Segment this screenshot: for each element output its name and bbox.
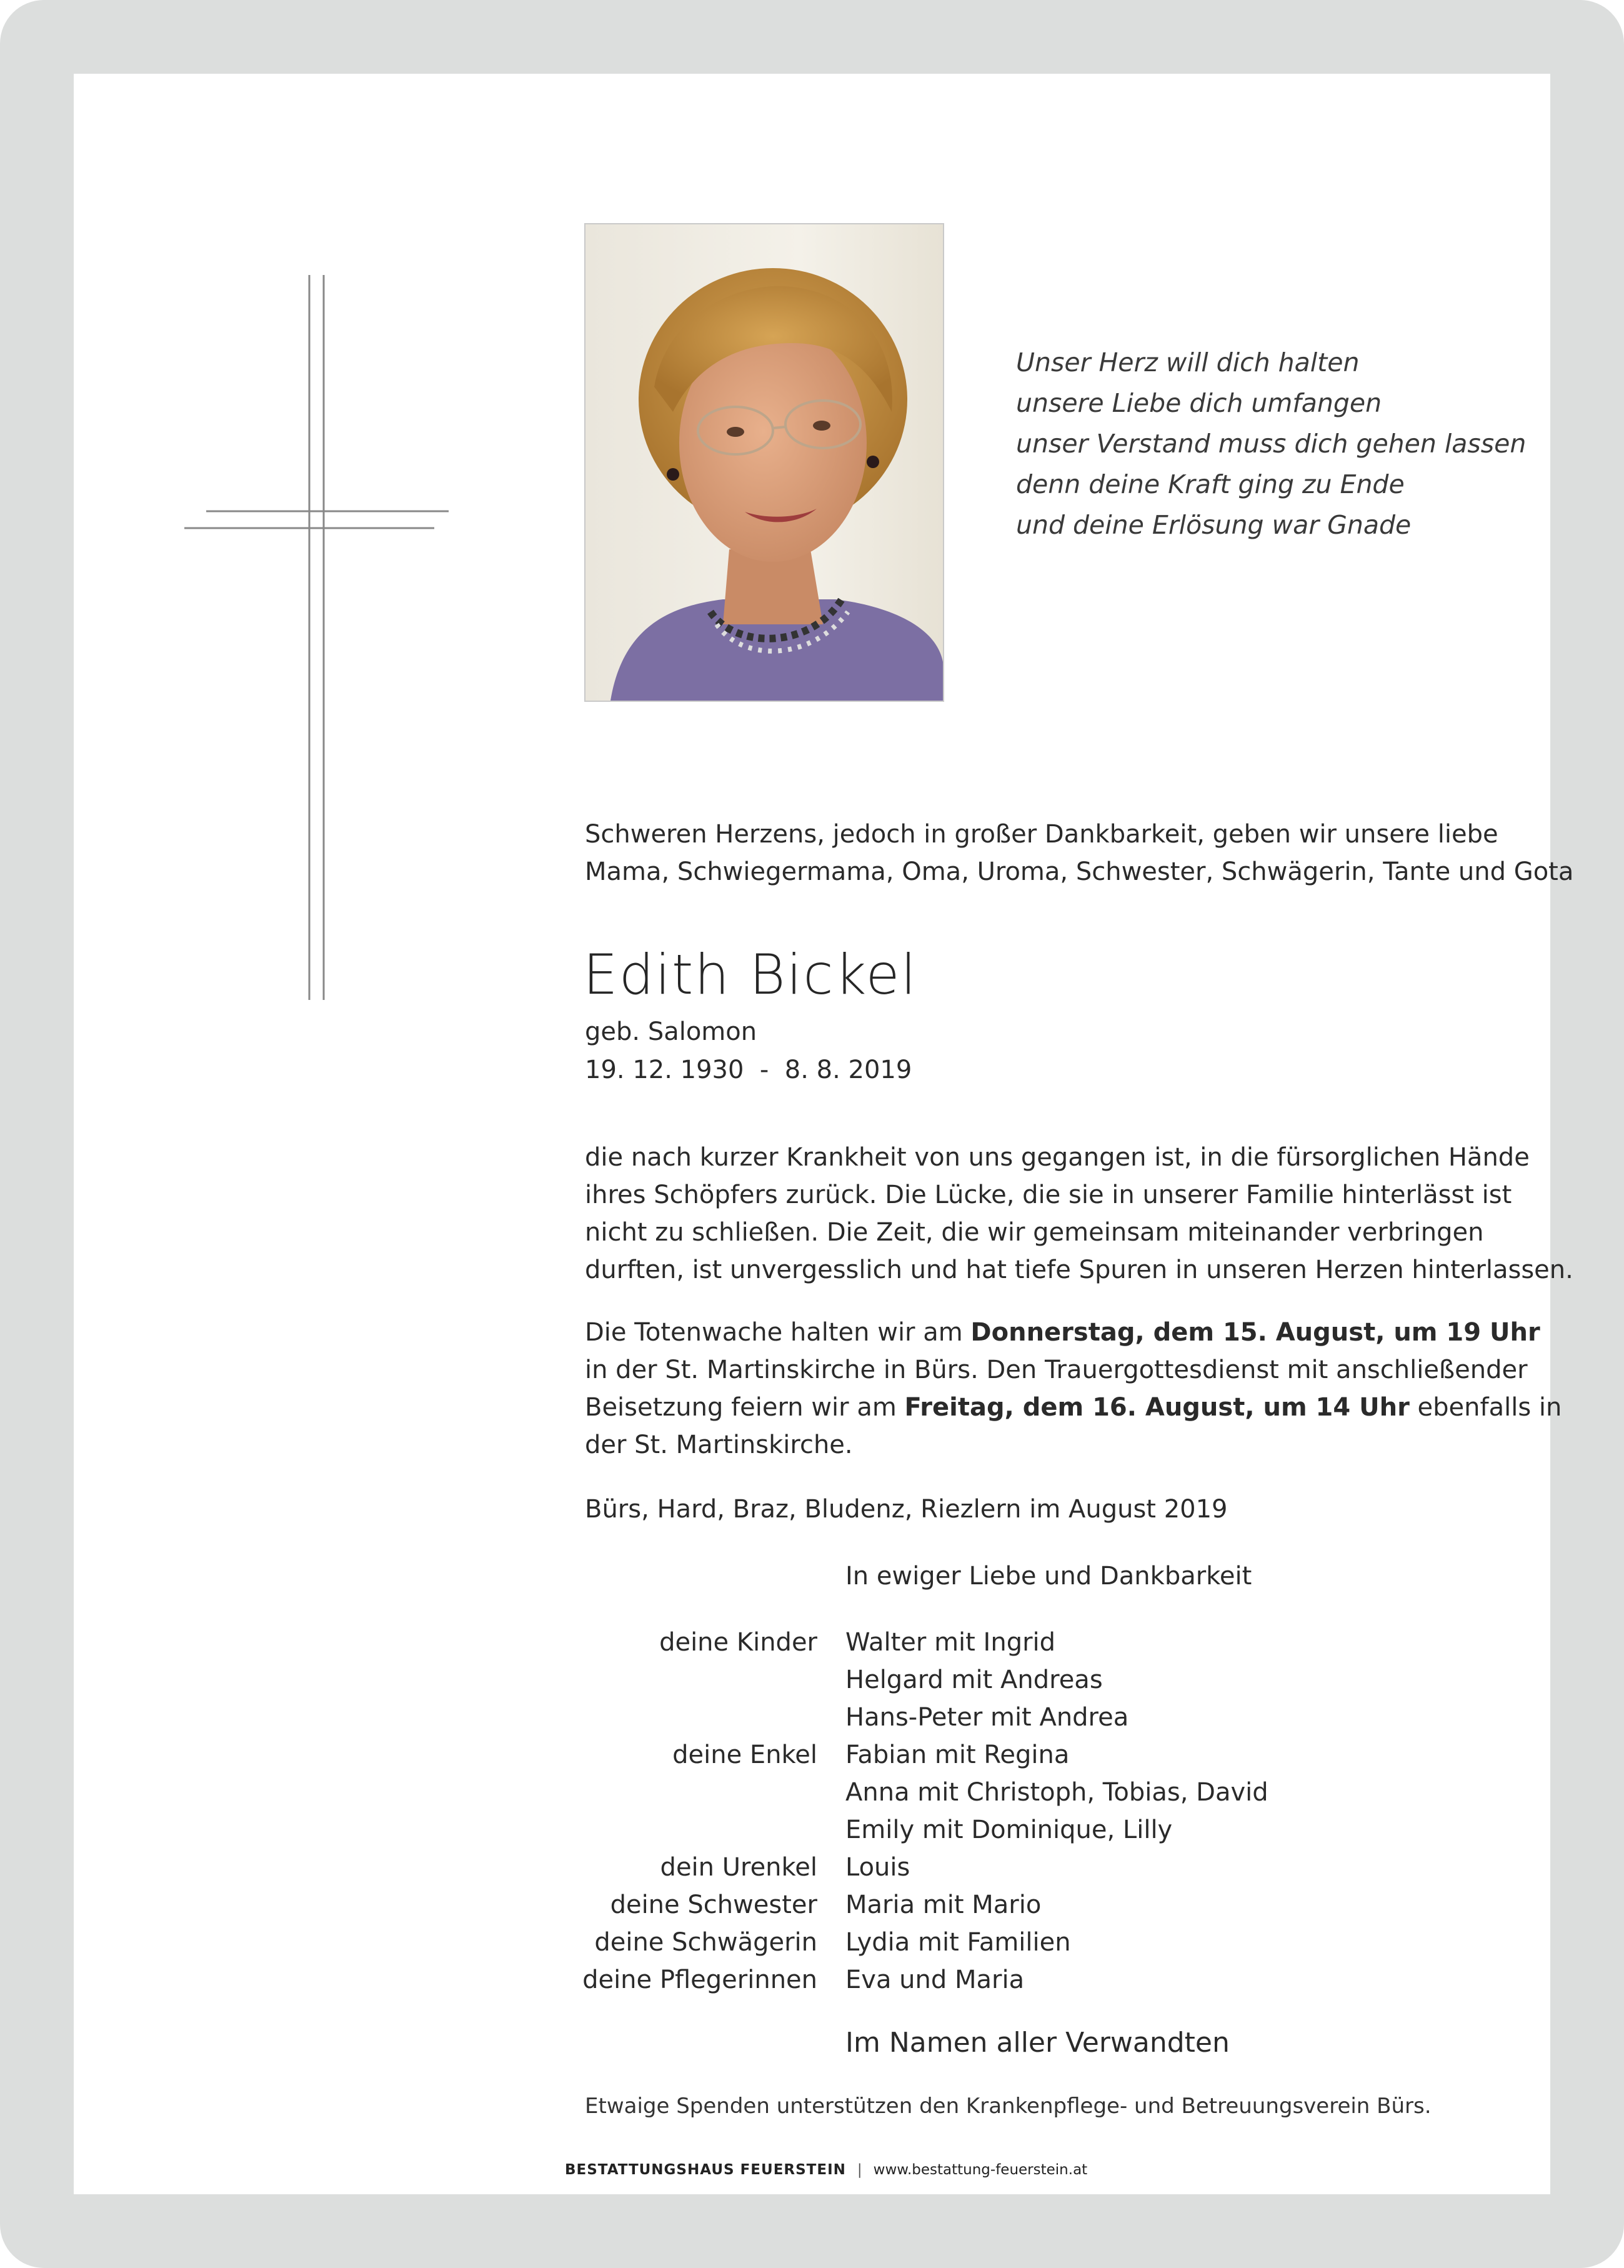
paragraph-line: die nach kurzer Krankheit von uns gegangen ist, in die fürsorglichen Hände [585, 1143, 1530, 1172]
birth-name: geb. Salomon [585, 1017, 757, 1046]
family-names: Fabian mit Regina [845, 1741, 1070, 1769]
family-names: Helgard mit Andreas [845, 1666, 1103, 1694]
poem-line: unsere Liebe dich umfangen [1016, 388, 1382, 418]
love-line: In ewiger Liebe und Dankbarkeit [845, 1562, 1252, 1591]
family-relation: deine Schwester [610, 1891, 817, 1919]
family-names: Walter mit Ingrid [845, 1628, 1056, 1657]
cross-icon [184, 275, 453, 1000]
family-relation [562, 1661, 817, 1699]
family-row [562, 1774, 1437, 1811]
family-row [562, 1924, 1437, 1961]
poem-line: unser Verstand muss dich gehen lassen [1016, 429, 1527, 459]
family-row [562, 1624, 1437, 1661]
family-relation: deine Kinder [659, 1628, 817, 1657]
wake-intro: Die Totenwache halten wir am [585, 1318, 971, 1347]
family-relation [562, 1811, 817, 1849]
poem-line: Unser Herz will dich halten [1016, 347, 1360, 377]
paragraph-line: ihres Schöpfers zurück. Die Lücke, die sie in unserer Familie hinterlässt ist [585, 1181, 1512, 1209]
burial-intro: Beisetzung feiern wir am [585, 1393, 905, 1422]
family-list [562, 1624, 1437, 1999]
intro-line: Schweren Herzens, jedoch in großer Dankbarkeit, geben wir unsere liebe [585, 820, 1498, 849]
family-row [562, 1849, 1437, 1886]
family-relation: deine Schwägerin [594, 1928, 817, 1957]
family-row [562, 1886, 1437, 1924]
family-relation: deine Enkel [672, 1741, 817, 1769]
intro-line: Mama, Schwiegermama, Oma, Uroma, Schwester, Schwägerin, Tante und Gota [585, 857, 1574, 886]
footer [565, 2157, 1087, 2182]
family-relation: deine Pflegerinnen [582, 1966, 817, 1994]
family-row [562, 1661, 1437, 1699]
footer-separator: | [857, 2162, 862, 2178]
deceased-name: Edith Bickel [583, 942, 918, 1007]
family-names: Anna mit Christoph, Tobias, David [845, 1778, 1268, 1807]
family-row [562, 1961, 1437, 1999]
family-row [562, 1811, 1437, 1849]
family-names: Louis [845, 1853, 910, 1882]
paragraph-line: durften, ist unvergesslich und hat tiefe Spuren in unseren Herzen hinterlassen. [585, 1256, 1573, 1284]
closing-line: Im Namen aller Verwandten [845, 2027, 1230, 2059]
firm-name: BESTATTUNGSHAUS FEUERSTEIN [565, 2162, 846, 2178]
family-names: Eva und Maria [845, 1966, 1025, 1994]
life-dates: 19. 12. 1930 - 8. 8. 2019 [585, 1056, 912, 1084]
family-relation [562, 1774, 817, 1811]
place-date: Bürs, Hard, Braz, Bludenz, Riezlern im August 2019 [585, 1495, 1228, 1524]
family-names: Emily mit Dominique, Lilly [845, 1816, 1173, 1844]
family-row [562, 1736, 1437, 1774]
family-relation: dein Urenkel [660, 1853, 817, 1882]
poem-line: und deine Erlösung war Gnade [1016, 510, 1412, 540]
paragraph-line [585, 1314, 1540, 1351]
portrait-illustration [585, 224, 943, 701]
paragraph-line: in der St. Martinskirche in Bürs. Den Trauergottesdienst mit anschließender [585, 1356, 1528, 1384]
paragraph-line: nicht zu schließen. Die Zeit, die wir gemeinsam miteinander verbringen [585, 1218, 1484, 1247]
burial-date: Freitag, dem 16. August, um 14 Uhr [904, 1393, 1410, 1422]
donation-note: Etwaige Spenden unterstützen den Krankenpflege- und Betreuungsverein Bürs. [585, 2094, 1432, 2119]
paragraph-line [585, 1389, 1562, 1426]
intro-text [585, 816, 1574, 891]
paragraph-services [585, 1314, 1562, 1464]
portrait-photo [584, 223, 944, 702]
firm-website-link[interactable]: www.bestattung-feuerstein.at [873, 2162, 1088, 2178]
wake-date: Donnerstag, dem 15. August, um 19 Uhr [970, 1318, 1540, 1347]
family-names: Lydia mit Familien [845, 1928, 1071, 1957]
family-names: Hans-Peter mit Andrea [845, 1703, 1129, 1732]
family-relation [562, 1699, 817, 1736]
family-names: Maria mit Mario [845, 1891, 1042, 1919]
poem [1016, 342, 1527, 546]
paragraph-line: der St. Martinskirche. [585, 1431, 853, 1459]
paragraph-announcement [585, 1139, 1573, 1289]
poem-line: denn deine Kraft ging zu Ende [1016, 469, 1405, 499]
family-row [562, 1699, 1437, 1736]
burial-suffix: ebenfalls in [1409, 1393, 1562, 1422]
